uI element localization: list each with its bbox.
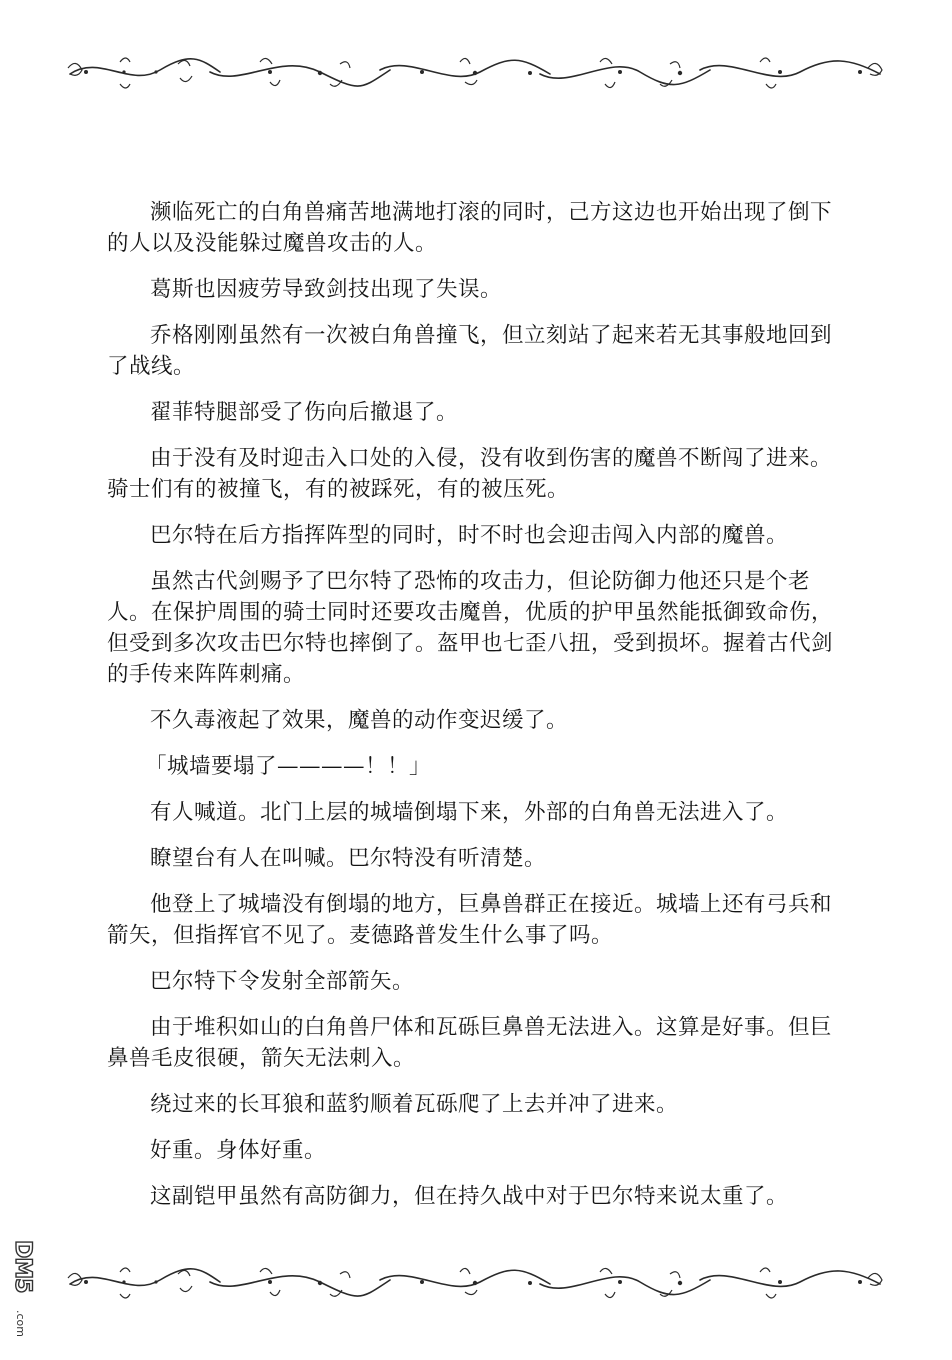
watermark-domain: .com: [14, 1310, 27, 1337]
paragraph: 好重。身体好重。: [150, 1138, 327, 1163]
paragraph: 由于没有及时迎击入口处的入侵，没有收到伤害的魔兽不断闯了进来。骑士们有的被撞飞，有的被踩死，有的被压死。: [107, 446, 833, 502]
paragraph: 有人喊道。北门上层的城墙倒塌下来，外部的白角兽无法进入了。: [150, 800, 789, 825]
top-floral-ornament: [60, 48, 890, 98]
paragraph: 巴尔特在后方指挥阵型的同时，时不时也会迎击闯入内部的魔兽。: [150, 523, 789, 548]
paragraph: 虽然古代剑赐予了巴尔特了恐怖的攻击力，但论防御力他还只是个老人。在保护周围的骑士同时还要攻击魔兽，优质的护甲虽然能抵御致命伤，但受到多次攻击巴尔特也摔倒了。盔甲也七歪八扭，受到损坏。握着古代剑的手传来阵阵刺痛。: [107, 569, 834, 687]
dm5-watermark: [4, 1240, 48, 1350]
bottom-floral-ornament: [60, 1258, 890, 1308]
paragraph: 不久毒液起了效果，魔兽的动作变迟缓了。: [150, 708, 569, 733]
paragraph: 濒临死亡的白角兽痛苦地满地打滚的同时，己方这边也开始出现了倒下的人以及没能躲过魔兽攻击的人。: [107, 200, 833, 256]
paragraph: 他登上了城墙没有倒塌的地方，巨鼻兽群正在接近。城墙上还有弓兵和箭矢，但指挥官不见了。麦德路普发生什么事了吗。: [107, 892, 833, 948]
watermark-logo: DM5: [10, 1240, 35, 1293]
paragraph: 巴尔特下令发射全部箭矢。: [150, 969, 415, 994]
paragraph: 瞭望台有人在叫喊。巴尔特没有听清楚。: [150, 846, 547, 871]
paragraph: 翟菲特腿部受了伤向后撤退了。: [150, 400, 459, 425]
paragraph: 由于堆积如山的白角兽尸体和瓦砾巨鼻兽无法进入。这算是好事。但巨鼻兽毛皮很硬，箭矢无法刺入。: [107, 1015, 833, 1071]
chapter-text: [107, 197, 847, 1212]
paragraph: 乔格刚刚虽然有一次被白角兽撞飞，但立刻站了起来若无其事般地回到了战线。: [107, 323, 833, 379]
dialogue-line: 「城墙要塌了————！！」: [145, 754, 432, 779]
paragraph: 绕过来的长耳狼和蓝豹顺着瓦砾爬了上去并冲了进来。: [150, 1092, 679, 1117]
paragraph: 葛斯也因疲劳导致剑技出现了失误。: [150, 277, 503, 302]
paragraph: 这副铠甲虽然有高防御力，但在持久战中对于巴尔特来说太重了。: [150, 1184, 789, 1209]
